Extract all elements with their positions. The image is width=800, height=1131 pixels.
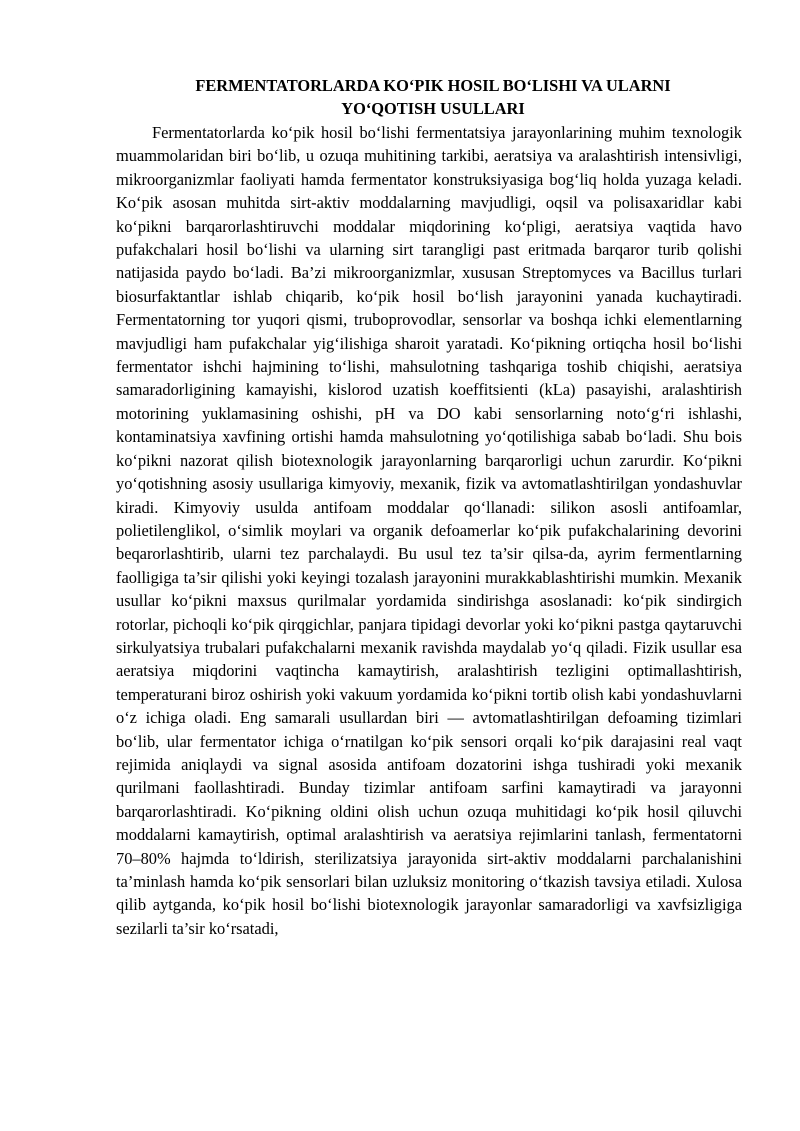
- document-page: [116, 74, 742, 940]
- title-line-1: FERMENTATORLARDA KO‘PIK HOSIL BO‘LISHI VA ULARNI: [195, 76, 671, 95]
- title-line-2: YO‘QOTISH USULLARI: [341, 99, 525, 118]
- body-paragraph: Fermentatorlarda ko‘pik hosil bo‘lishi fermentatsiya jarayonlarining muhim texnologik muammolaridan biri bo‘lib, u ozuqa muhitining tarkibi, aeratsiya va aralashtirish intensivligi, mikroorganizmlar faoliyati hamda fermentator konstruksiyasiga bog‘liq holda yuzaga keladi. Ko‘pik asosan muhitda sirt-aktiv moddalarning mavjudligi, oqsil va polisaxaridlar kabi ko‘pikni barqarorlashtiruvchi moddalar miqdorining ko‘pligi, aeratsiya vaqtida havo pufakchalari hosil bo‘lishi va ularning sirt tarangligi past eritmada barqaror turib qolishi natijasida paydo bo‘ladi. Ba’zi mikroorganizmlar, xususan Streptomyces va Bacillus turlari biosurfaktantlar ishlab chiqarib, ko‘pik hosil bo‘lish jarayonini yanada kuchaytiradi. Fermentatorning tor yuqori qismi, truboprovodlar, sensorlar va boshqa ichki elementlarning mavjudligi ham pufakchalar yig‘ilishiga sharoit yaratadi. Ko‘pikning ortiqcha hosil bo‘lishi fermentator ishchi hajmining to‘lishi, mahsulotning tashqariga toshib chiqishi, aeratsiya samaradorligining kamayishi, kislorod uzatish koeffitsienti (kLa) pasayishi, aralashtirish motorining yuklamasining oshishi, pH va DO kabi sensorlarning noto‘g‘ri ishlashi, kontaminatsiya xavfining ortishi hamda mahsulotning yo‘qotilishiga sabab bo‘ladi. Shu bois ko‘pikni nazorat qilish biotexnologik jarayonlarning barqarorligi uchun zarurdir. Ko‘pikni yo‘qotishning asosiy usullariga kimyoviy, mexanik, fizik va avtomatlashtirilgan yondashuvlar kiradi. Kimyoviy usulda antifoam moddalar qo‘llanadi: silikon asosli antifoamlar, polietilenglikol, o‘simlik moylari va organik defoamerlar ko‘pik pufakchalarining devorini beqarorlashtirib, ularni tez parchalaydi. Bu usul tez ta’sir qilsa-da, ayrim fermentlarning faolligiga ta’sir qilishi yoki keyingi tozalash jarayonini murakkablashtirishi mumkin. Mexanik usullar ko‘pikni maxsus qurilmalar yordamida sindirishga asoslanadi: ko‘pik sindirgich rotorlar, pichoqli ko‘pik qirqgichlar, panjara tipidagi devorlar yoki ko‘pikni pastga qaytaruvchi sirkulyatsiya trubalari pufakchalarni mexanik ravishda maydalab yo‘q qiladi. Fizik usullar esa aeratsiya miqdorini vaqtincha kamaytirish, aralashtirish tezligini optimallashtirish, temperaturani biroz oshirish yoki vakuum yordamida ko‘pikni tortib olish kabi yondashuvlarni o‘z ichiga oladi. Eng samarali usullardan biri — avtomatlashtirilgan defoaming tizimlari bo‘lib, ular fermentator ichiga o‘rnatilgan ko‘pik sensori orqali ko‘pik darajasini real vaqt rejimida aniqlaydi va signal asosida antifoam dozatorini ishga tushiradi yoki mexanik qurilmani faollashtiradi. Bunday tizimlar antifoam sarfini kamaytiradi va jarayonni barqarorlashtiradi. Ko‘pikning oldini olish uchun ozuqa muhitidagi ko‘pik hosil qiluvchi moddalarni kamaytirish, optimal aralashtirish va aeratsiya rejimlarini tanlash, fermentatorni 70–80% hajmda to‘ldirish, sterilizatsiya jarayonida sirt-aktiv moddalarni parchalanishini ta’minlash hamda ko‘pik sensorlari bilan uzluksiz monitoring o‘tkazish tavsiya etiladi. Xulosa qilib aytganda, ko‘pik hosil bo‘lishi biotexnologik jarayonlar samaradorligi va xavfsizligiga sezilarli ta’sir ko‘rsatadi,: [116, 123, 742, 938]
- document-title: [116, 74, 742, 120]
